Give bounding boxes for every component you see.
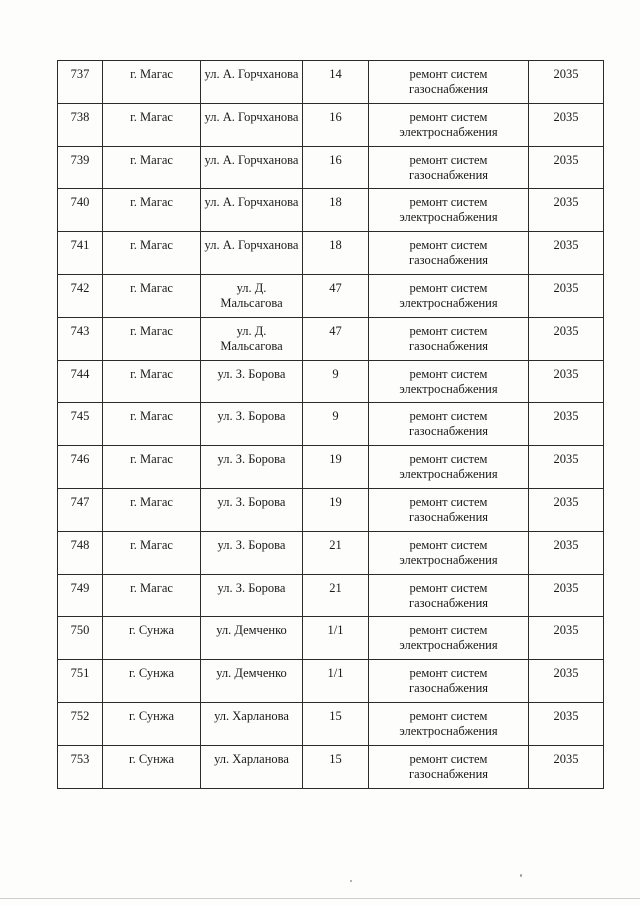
cell-street: ул. Демченко xyxy=(201,617,303,660)
cell-house: 47 xyxy=(303,317,369,360)
cell-street: ул. А. Горчханова xyxy=(201,189,303,232)
cell-city: г. Сунжа xyxy=(103,660,201,703)
cell-year: 2035 xyxy=(529,531,604,574)
cell-street: ул. З. Борова xyxy=(201,403,303,446)
cell-work: ремонт систем газоснабжения xyxy=(369,403,529,446)
cell-work: ремонт систем электроснабжения xyxy=(369,702,529,745)
cell-house: 19 xyxy=(303,488,369,531)
cell-house: 1/1 xyxy=(303,617,369,660)
cell-house: 15 xyxy=(303,745,369,788)
cell-year: 2035 xyxy=(529,660,604,703)
cell-work: ремонт систем электроснабжения xyxy=(369,274,529,317)
cell-num: 740 xyxy=(58,189,103,232)
cell-work: ремонт систем электроснабжения xyxy=(369,189,529,232)
cell-num: 744 xyxy=(58,360,103,403)
cell-house: 9 xyxy=(303,360,369,403)
cell-house: 19 xyxy=(303,446,369,489)
cell-street: ул. З. Борова xyxy=(201,360,303,403)
table-row xyxy=(58,574,604,617)
cell-num: 739 xyxy=(58,146,103,189)
cell-city: г. Магас xyxy=(103,317,201,360)
cell-house: 14 xyxy=(303,61,369,104)
cell-house: 15 xyxy=(303,702,369,745)
cell-num: 741 xyxy=(58,232,103,275)
cell-work: ремонт систем газоснабжения xyxy=(369,745,529,788)
cell-work: ремонт систем электроснабжения xyxy=(369,617,529,660)
cell-num: 746 xyxy=(58,446,103,489)
page-bottom-edge xyxy=(0,898,640,899)
cell-city: г. Магас xyxy=(103,403,201,446)
cell-street: ул. Д. Мальсагова xyxy=(201,274,303,317)
cell-city: г. Магас xyxy=(103,61,201,104)
cell-street: ул. А. Горчханова xyxy=(201,103,303,146)
table-row xyxy=(58,232,604,275)
table-row xyxy=(58,317,604,360)
cell-work: ремонт систем газоснабжения xyxy=(369,488,529,531)
cell-num: 751 xyxy=(58,660,103,703)
table-row xyxy=(58,61,604,104)
cell-year: 2035 xyxy=(529,360,604,403)
cell-city: г. Магас xyxy=(103,103,201,146)
cell-house: 16 xyxy=(303,103,369,146)
cell-year: 2035 xyxy=(529,146,604,189)
cell-city: г. Сунжа xyxy=(103,617,201,660)
cell-year: 2035 xyxy=(529,274,604,317)
cell-year: 2035 xyxy=(529,232,604,275)
table-row xyxy=(58,103,604,146)
cell-city: г. Магас xyxy=(103,189,201,232)
cell-num: 737 xyxy=(58,61,103,104)
housing-repair-table xyxy=(57,60,604,789)
cell-street: ул. Демченко xyxy=(201,660,303,703)
cell-street: ул. А. Горчханова xyxy=(201,146,303,189)
cell-year: 2035 xyxy=(529,446,604,489)
cell-year: 2035 xyxy=(529,488,604,531)
cell-num: 738 xyxy=(58,103,103,146)
cell-num: 753 xyxy=(58,745,103,788)
cell-year: 2035 xyxy=(529,745,604,788)
cell-work: ремонт систем электроснабжения xyxy=(369,103,529,146)
cell-city: г. Сунжа xyxy=(103,745,201,788)
cell-house: 16 xyxy=(303,146,369,189)
cell-work: ремонт систем газоснабжения xyxy=(369,232,529,275)
table-row xyxy=(58,660,604,703)
cell-house: 18 xyxy=(303,189,369,232)
table-row xyxy=(58,146,604,189)
cell-year: 2035 xyxy=(529,189,604,232)
cell-num: 752 xyxy=(58,702,103,745)
cell-work: ремонт систем электроснабжения xyxy=(369,446,529,489)
table-row xyxy=(58,446,604,489)
cell-num: 742 xyxy=(58,274,103,317)
cell-street: ул. З. Борова xyxy=(201,531,303,574)
cell-year: 2035 xyxy=(529,574,604,617)
cell-city: г. Магас xyxy=(103,574,201,617)
cell-work: ремонт систем газоснабжения xyxy=(369,660,529,703)
cell-city: г. Магас xyxy=(103,360,201,403)
table-row xyxy=(58,745,604,788)
cell-street: ул. З. Борова xyxy=(201,488,303,531)
table-row xyxy=(58,488,604,531)
cell-num: 747 xyxy=(58,488,103,531)
cell-street: ул. З. Борова xyxy=(201,574,303,617)
cell-city: г. Магас xyxy=(103,146,201,189)
cell-work: ремонт систем электроснабжения xyxy=(369,531,529,574)
cell-year: 2035 xyxy=(529,617,604,660)
cell-year: 2035 xyxy=(529,403,604,446)
cell-house: 21 xyxy=(303,574,369,617)
scan-speck xyxy=(520,874,522,877)
cell-work: ремонт систем газоснабжения xyxy=(369,574,529,617)
cell-street: ул. Харланова xyxy=(201,745,303,788)
cell-num: 750 xyxy=(58,617,103,660)
cell-house: 47 xyxy=(303,274,369,317)
cell-house: 9 xyxy=(303,403,369,446)
table-row xyxy=(58,531,604,574)
cell-year: 2035 xyxy=(529,61,604,104)
cell-work: ремонт систем газоснабжения xyxy=(369,61,529,104)
cell-city: г. Магас xyxy=(103,232,201,275)
cell-street: ул. А. Горчханова xyxy=(201,61,303,104)
cell-street: ул. З. Борова xyxy=(201,446,303,489)
scan-speck xyxy=(350,880,352,882)
cell-year: 2035 xyxy=(529,317,604,360)
table-row xyxy=(58,360,604,403)
cell-num: 749 xyxy=(58,574,103,617)
cell-street: ул. Д. Мальсагова xyxy=(201,317,303,360)
cell-year: 2035 xyxy=(529,702,604,745)
cell-street: ул. А. Горчханова xyxy=(201,232,303,275)
table-row xyxy=(58,617,604,660)
cell-house: 21 xyxy=(303,531,369,574)
cell-work: ремонт систем электроснабжения xyxy=(369,360,529,403)
cell-work: ремонт систем газоснабжения xyxy=(369,146,529,189)
cell-city: г. Сунжа xyxy=(103,702,201,745)
cell-num: 745 xyxy=(58,403,103,446)
cell-year: 2035 xyxy=(529,103,604,146)
cell-city: г. Магас xyxy=(103,488,201,531)
cell-city: г. Магас xyxy=(103,531,201,574)
cell-house: 1/1 xyxy=(303,660,369,703)
cell-street: ул. Харланова xyxy=(201,702,303,745)
table-body xyxy=(58,61,604,789)
cell-work: ремонт систем газоснабжения xyxy=(369,317,529,360)
cell-city: г. Магас xyxy=(103,274,201,317)
table-row xyxy=(58,702,604,745)
cell-num: 748 xyxy=(58,531,103,574)
cell-num: 743 xyxy=(58,317,103,360)
table-row xyxy=(58,403,604,446)
cell-house: 18 xyxy=(303,232,369,275)
table-row xyxy=(58,274,604,317)
table-row xyxy=(58,189,604,232)
cell-city: г. Магас xyxy=(103,446,201,489)
